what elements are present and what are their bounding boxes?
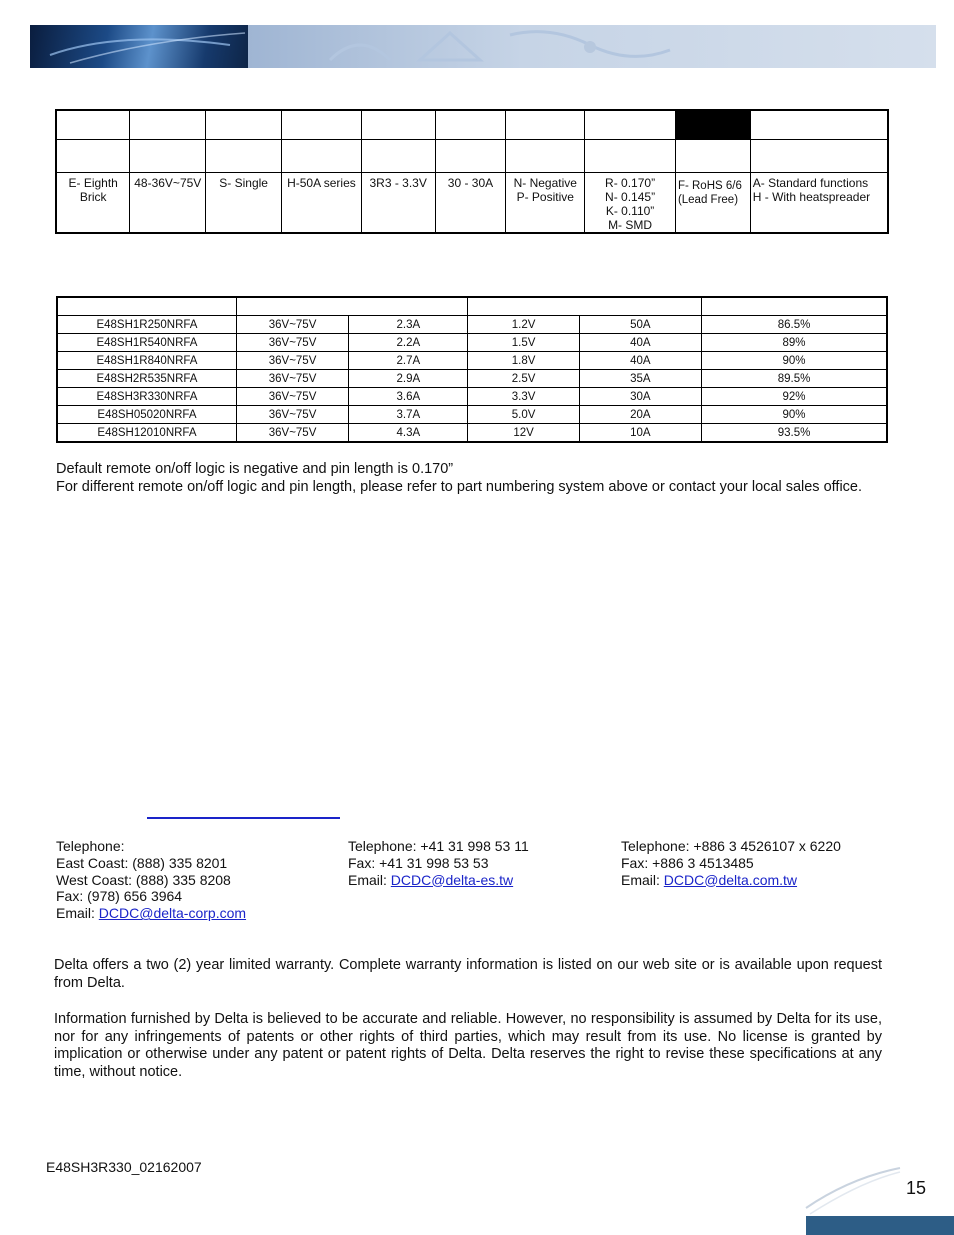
header-cell: [468, 297, 702, 316]
model-list-table: [56, 296, 888, 443]
page-number: 15: [906, 1178, 927, 1198]
model-cell: 35A: [579, 370, 701, 388]
code-cell: [675, 140, 750, 173]
header-cell: [130, 110, 206, 140]
model-cell: 36V~75V: [236, 370, 348, 388]
model-cell: 2.3A: [349, 316, 468, 334]
part-numbering-table: [55, 109, 889, 234]
model-cell: 50A: [579, 316, 701, 334]
model-cell: 92%: [702, 388, 887, 406]
code-cell: [435, 140, 506, 173]
model-cell: E48SH2R535NRFA: [57, 370, 236, 388]
model-cell: E48SH1R840NRFA: [57, 352, 236, 370]
model-cell: 36V~75V: [236, 388, 348, 406]
model-cell: E48SH05020NRFA: [57, 406, 236, 424]
model-cell: 1.2V: [468, 316, 579, 334]
footer-bar: [806, 1216, 954, 1235]
header-cell: [435, 110, 506, 140]
header-cell: [506, 110, 585, 140]
email-label: Email:: [348, 871, 391, 888]
europe-fax: Fax: +41 31 998 53 53: [348, 854, 489, 871]
asia-fax: Fax: +886 3 4513485: [621, 854, 754, 871]
table-row: [57, 388, 887, 406]
input-voltage-cell: 48-36V~75V: [130, 173, 206, 234]
model-cell: E48SH1R540NRFA: [57, 334, 236, 352]
header-cell: [236, 297, 468, 316]
table-row: [57, 406, 887, 424]
model-cell: 93.5%: [702, 424, 887, 443]
on-off-logic-cell: N- Negative P- Positive: [506, 173, 585, 234]
model-cell: 36V~75V: [236, 316, 348, 334]
part-table-header-row: [56, 110, 888, 140]
model-table-header-row: [57, 297, 887, 316]
website-link-underline[interactable]: [147, 817, 340, 819]
header-cell-black: [675, 110, 750, 140]
asia-telephone: Telephone: +886 3 4526107 x 6220: [621, 838, 841, 854]
model-cell: 2.9A: [349, 370, 468, 388]
model-cell: 3.3V: [468, 388, 579, 406]
output-current-cell: 30 - 30A: [435, 173, 506, 234]
code-cell: [56, 140, 130, 173]
model-cell: 1.8V: [468, 352, 579, 370]
model-cell: 90%: [702, 406, 887, 424]
outputs-cell: S- Single: [206, 173, 282, 234]
model-cell: 20A: [579, 406, 701, 424]
model-cell: 40A: [579, 334, 701, 352]
model-cell: 89%: [702, 334, 887, 352]
table-row: [57, 316, 887, 334]
asia-email: [621, 872, 841, 889]
model-cell: 2.2A: [349, 334, 468, 352]
table-row: [57, 424, 887, 443]
model-table-body: [57, 316, 887, 443]
model-notes: [56, 461, 896, 496]
model-cell: 3.6A: [349, 388, 468, 406]
form-factor-cell: E- Eighth Brick: [56, 173, 130, 234]
note-default-logic: Default remote on/off logic is negative and pin length is 0.170”: [56, 461, 454, 477]
footer-swoosh-graphic: [800, 1160, 954, 1220]
asia-email-link[interactable]: DCDC@delta.com.tw: [663, 871, 798, 888]
model-cell: 40A: [579, 352, 701, 370]
model-cell: 36V~75V: [236, 424, 348, 443]
note-different-logic: For different remote on/off logic and pin length, please refer to part numbering system above or contact your local sales office.: [56, 478, 863, 495]
table-row: [57, 370, 887, 388]
model-cell: 3.7A: [349, 406, 468, 424]
code-cell: [750, 140, 888, 173]
model-cell: 4.3A: [349, 424, 468, 443]
europe-email: [348, 872, 529, 889]
rohs-cell: F- RoHS 6/6 (Lead Free): [675, 173, 750, 234]
usa-fax: Fax: (978) 656 3964: [56, 888, 183, 905]
code-cell: [130, 140, 206, 173]
header-cell: [206, 110, 282, 140]
model-cell: 10A: [579, 424, 701, 443]
email-label: Email:: [56, 905, 99, 922]
europe-telephone: Telephone: +41 31 998 53 11: [348, 838, 529, 854]
header-cell: [750, 110, 888, 140]
header-cell: [361, 110, 435, 140]
document-id: E48SH3R330_02162007: [46, 1159, 202, 1175]
part-table-code-row: [56, 140, 888, 173]
contact-europe: [348, 838, 529, 888]
header-cell: [56, 110, 130, 140]
model-cell: 1.5V: [468, 334, 579, 352]
warranty-paragraph: Delta offers a two (2) year limited warranty. Complete warranty information is listed on our web site or is available upon request from Delta.: [54, 957, 882, 991]
email-label: Email:: [621, 871, 664, 888]
contact-usa: [56, 838, 246, 922]
model-cell: E48SH3R330NRFA: [57, 388, 236, 406]
model-cell: E48SH1R250NRFA: [57, 316, 236, 334]
usa-email-link[interactable]: DCDC@delta-corp.com: [98, 905, 247, 922]
header-banner: [30, 25, 936, 68]
pin-length-cell: R- 0.170” N- 0.145” K- 0.110” M- SMD: [585, 173, 676, 234]
code-cell: [282, 140, 362, 173]
code-cell: [506, 140, 585, 173]
model-cell: 2.7A: [349, 352, 468, 370]
model-cell: 12V: [468, 424, 579, 443]
model-cell: 5.0V: [468, 406, 579, 424]
table-row: [57, 334, 887, 352]
code-cell: [585, 140, 676, 173]
europe-email-link[interactable]: DCDC@delta-es.tw: [390, 871, 514, 888]
header-cell: [585, 110, 676, 140]
usa-east-coast: East Coast: (888) 335 8201: [56, 854, 228, 871]
table-row: [57, 352, 887, 370]
contact-asia: [621, 838, 841, 888]
code-cell: [361, 140, 435, 173]
model-cell: 89.5%: [702, 370, 887, 388]
header-cell: [282, 110, 362, 140]
usa-email: [56, 905, 246, 922]
model-cell: 36V~75V: [236, 406, 348, 424]
model-cell: 2.5V: [468, 370, 579, 388]
disclaimer-paragraph: Information furnished by Delta is believed to be accurate and reliable. However, no responsibility is assumed by Delta for its use, nor for any infringements of patents or other rights of third parties, which may result from its use. No license is granted by implication or otherwise under any patent or patent rights of Delta. Delta reserves the right to revise these specifications at any time, without notice.: [54, 1011, 882, 1080]
model-cell: 36V~75V: [236, 352, 348, 370]
model-cell: 90%: [702, 352, 887, 370]
option-code-cell: A- Standard functions H - With heatspreader: [750, 173, 888, 234]
code-cell: [206, 140, 282, 173]
usa-telephone: Telephone:: [56, 838, 125, 854]
banner-swirl-graphic: [30, 25, 936, 68]
model-cell: 86.5%: [702, 316, 887, 334]
output-voltage-cell: 3R3 - 3.3V: [361, 173, 435, 234]
model-cell: 36V~75V: [236, 334, 348, 352]
header-cell: [702, 297, 887, 316]
model-cell: 30A: [579, 388, 701, 406]
header-cell: [57, 297, 236, 316]
model-cell: E48SH12010NRFA: [57, 424, 236, 443]
usa-west-coast: West Coast: (888) 335 8208: [56, 871, 231, 888]
product-series-cell: H-50A series: [282, 173, 362, 234]
part-table-values-row: [56, 173, 888, 234]
